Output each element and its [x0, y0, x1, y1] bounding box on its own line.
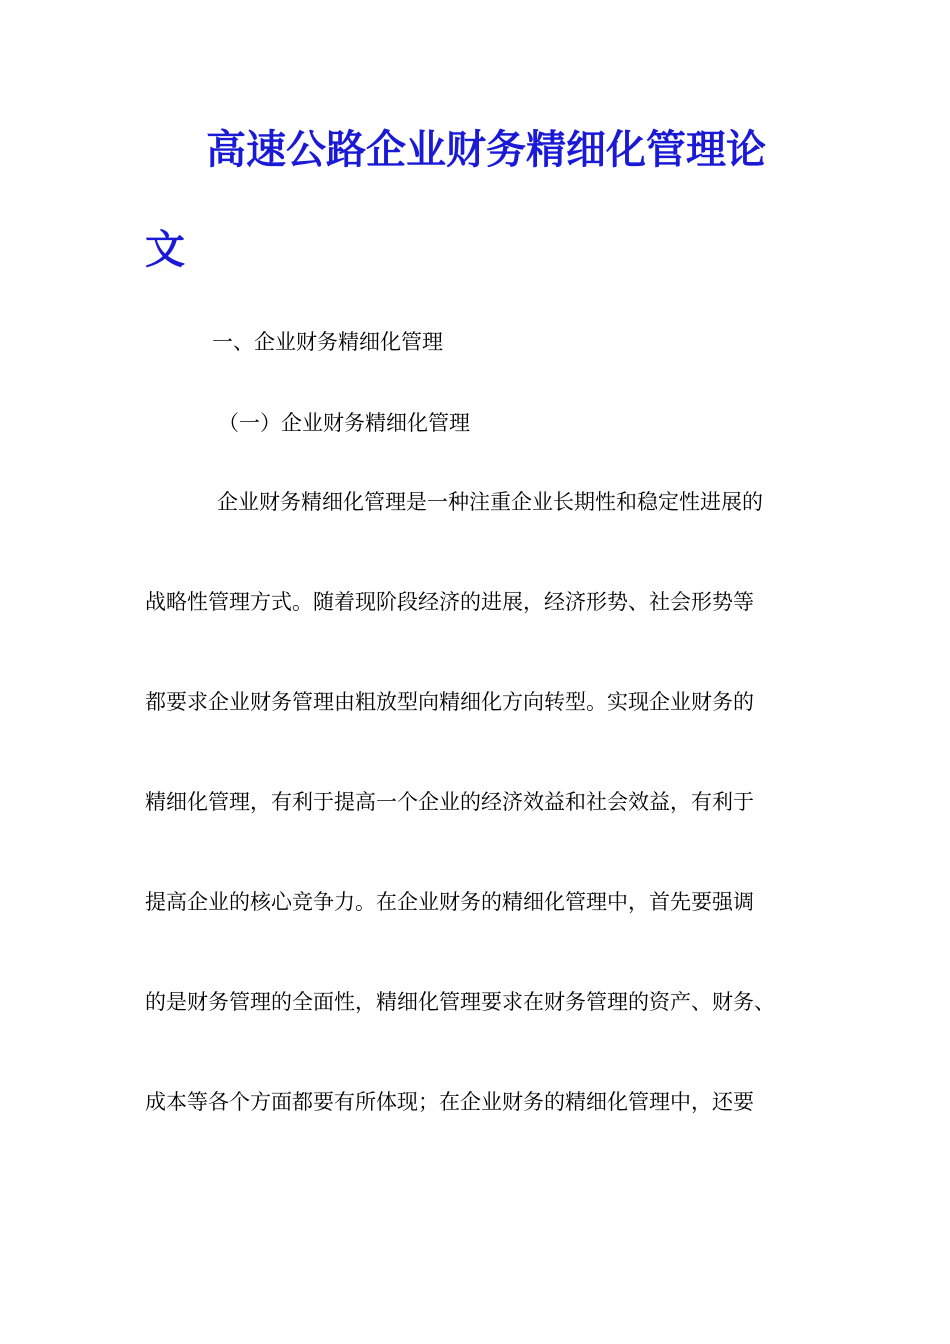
paragraph-line-1: 企业财务精细化管理是一种注重企业长期性和稳定性进展的 — [217, 490, 763, 514]
document-title-line-2: 文 — [145, 226, 185, 273]
document-title-line-1: 高速公路企业财务精细化管理论 — [206, 126, 766, 173]
section-heading: 一、企业财务精细化管理 — [212, 330, 443, 354]
paragraph-line-5: 提高企业的核心竞争力。在企业财务的精细化管理中，首先要强调 — [145, 890, 754, 914]
paragraph-line-7: 成本等各个方面都要有所体现；在企业财务的精细化管理中，还要 — [145, 1090, 754, 1114]
paragraph-line-4: 精细化管理，有利于提高一个企业的经济效益和社会效益，有利于 — [145, 790, 754, 814]
paragraph-line-2: 战略性管理方式。随着现阶段经济的进展，经济形势、社会形势等 — [145, 590, 754, 614]
paragraph-line-6: 的是财务管理的全面性，精细化管理要求在财务管理的资产、财务、 — [145, 990, 775, 1014]
paragraph-line-3: 都要求企业财务管理由粗放型向精细化方向转型。实现企业财务的 — [145, 690, 754, 714]
subsection-heading: （一）企业财务精细化管理 — [218, 411, 470, 435]
